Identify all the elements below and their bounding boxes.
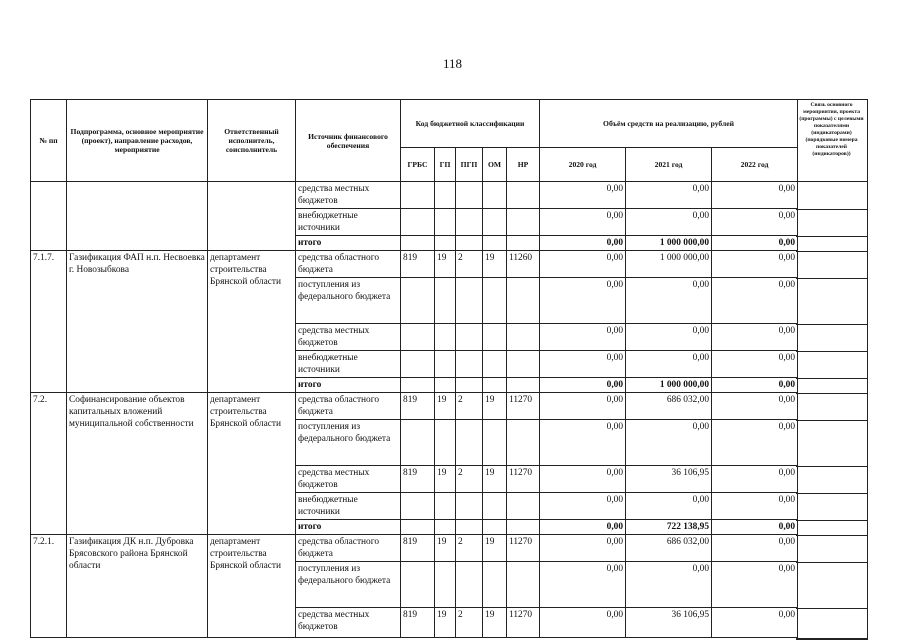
- funding-source: средства местных бюджетов: [296, 182, 401, 209]
- funding-source: поступления из федерального бюджета: [296, 420, 401, 466]
- code-gp: [435, 520, 456, 535]
- executor: департамент строительства Брянской области: [208, 535, 296, 638]
- funding-source: итого: [296, 378, 401, 393]
- code-om: [483, 378, 507, 393]
- code-om: [483, 520, 507, 535]
- code-gp: [435, 493, 456, 520]
- header-2021: 2021 год: [626, 148, 712, 182]
- value-2022: 0,00: [712, 393, 798, 420]
- funding-source: поступления из федерального бюджета: [296, 278, 401, 324]
- value-2021: 0,00: [626, 351, 712, 378]
- table-row: [31, 393, 798, 420]
- row-number: 7.2.1.: [31, 535, 67, 638]
- funding-source: средства областного бюджета: [296, 535, 401, 562]
- code-pgp: 2: [456, 535, 483, 562]
- value-2020: 0,00: [540, 393, 626, 420]
- program-name: Софинансирование объектов капитальных вложений муниципальной собственности: [67, 393, 208, 535]
- value-2021: 0,00: [626, 278, 712, 324]
- table-row: [31, 182, 798, 209]
- header-gp: ГП: [435, 148, 456, 182]
- code-nr: [507, 562, 540, 608]
- value-2021: 1 000 000,00: [626, 236, 712, 251]
- header-budget-code: Код бюджетной классификации: [401, 100, 540, 148]
- code-grbs: [401, 378, 435, 393]
- code-pgp: 2: [456, 393, 483, 420]
- value-2022: 0,00: [712, 378, 798, 393]
- code-om: [483, 562, 507, 608]
- row-number: 7.2.: [31, 393, 67, 535]
- value-2020: 0,00: [540, 466, 626, 493]
- value-2022: 0,00: [712, 236, 798, 251]
- executor: [208, 182, 296, 251]
- code-om: 19: [483, 393, 507, 420]
- code-om: 19: [483, 251, 507, 278]
- funding-source: средства областного бюджета: [296, 393, 401, 420]
- program-name: Газификация ДК н.п. Дубровка Брясовского района Брянской области: [67, 535, 208, 638]
- code-nr: 11270: [507, 393, 540, 420]
- code-gp: [435, 182, 456, 209]
- value-2021: 1 000 000,00: [626, 378, 712, 393]
- budget-table: [30, 99, 798, 638]
- code-nr: [507, 182, 540, 209]
- code-grbs: 819: [401, 535, 435, 562]
- code-grbs: 819: [401, 466, 435, 493]
- value-2021: 722 138,95: [626, 520, 712, 535]
- header-2020: 2020 год: [540, 148, 626, 182]
- value-2022: 0,00: [712, 209, 798, 236]
- value-2020: 0,00: [540, 236, 626, 251]
- funding-source: итого: [296, 520, 401, 535]
- value-2021: 36 106,95: [626, 608, 712, 638]
- relation-row-divider: [796, 608, 867, 609]
- funding-source: внебюджетные источники: [296, 493, 401, 520]
- code-gp: 19: [435, 608, 456, 638]
- code-nr: [507, 324, 540, 351]
- code-gp: 19: [435, 393, 456, 420]
- code-gp: [435, 378, 456, 393]
- value-2020: 0,00: [540, 520, 626, 535]
- value-2022: 0,00: [712, 420, 798, 466]
- relation-row-divider: [796, 209, 867, 210]
- code-nr: 11270: [507, 535, 540, 562]
- program-name: [67, 182, 208, 251]
- code-om: [483, 209, 507, 236]
- funding-source: средства местных бюджетов: [296, 324, 401, 351]
- code-pgp: [456, 378, 483, 393]
- code-grbs: [401, 236, 435, 251]
- code-pgp: 2: [456, 466, 483, 493]
- value-2020: 0,00: [540, 209, 626, 236]
- relation-row-divider: [796, 466, 867, 467]
- code-pgp: [456, 278, 483, 324]
- code-nr: [507, 378, 540, 393]
- value-2021: 0,00: [626, 324, 712, 351]
- funding-source: внебюджетные источники: [296, 209, 401, 236]
- value-2022: 0,00: [712, 520, 798, 535]
- value-2020: 0,00: [540, 420, 626, 466]
- table-row: [31, 251, 798, 278]
- header-executor: Ответственный исполнитель, соисполнитель: [208, 100, 296, 182]
- relation-row-divider: [796, 493, 867, 494]
- code-grbs: [401, 420, 435, 466]
- funding-source: итого: [296, 236, 401, 251]
- code-nr: 11270: [507, 608, 540, 638]
- code-pgp: 2: [456, 251, 483, 278]
- row-number: 7.1.7.: [31, 251, 67, 393]
- funding-source: средства местных бюджетов: [296, 466, 401, 493]
- value-2022: 0,00: [712, 251, 798, 278]
- funding-source: внебюджетные источники: [296, 351, 401, 378]
- value-2022: 0,00: [712, 535, 798, 562]
- value-2020: 0,00: [540, 351, 626, 378]
- code-nr: [507, 278, 540, 324]
- program-name: Газификация ФАП н.п. Несвоевка г. Новозыбкова: [67, 251, 208, 393]
- code-gp: [435, 209, 456, 236]
- value-2020: 0,00: [540, 324, 626, 351]
- code-gp: [435, 278, 456, 324]
- code-grbs: [401, 562, 435, 608]
- code-om: 19: [483, 535, 507, 562]
- relation-row-divider: [796, 236, 867, 237]
- value-2022: 0,00: [712, 493, 798, 520]
- value-2022: 0,00: [712, 562, 798, 608]
- funding-source: средства областного бюджета: [296, 251, 401, 278]
- value-2021: 0,00: [626, 182, 712, 209]
- code-pgp: [456, 209, 483, 236]
- code-pgp: [456, 182, 483, 209]
- code-pgp: [456, 520, 483, 535]
- relation-row-divider: [796, 378, 867, 379]
- code-gp: 19: [435, 251, 456, 278]
- value-2020: 0,00: [540, 182, 626, 209]
- code-grbs: 819: [401, 608, 435, 638]
- header-nr: НР: [507, 148, 540, 182]
- value-2020: 0,00: [540, 535, 626, 562]
- code-nr: [507, 493, 540, 520]
- code-grbs: [401, 278, 435, 324]
- table-row: [31, 535, 798, 562]
- value-2022: 0,00: [712, 466, 798, 493]
- header-om: ОМ: [483, 148, 507, 182]
- header-grbs: ГРБС: [401, 148, 435, 182]
- table-body: [31, 182, 798, 638]
- relation-row-divider: [796, 324, 867, 325]
- value-2021: 0,00: [626, 562, 712, 608]
- executor: департамент строительства Брянской области: [208, 393, 296, 535]
- value-2020: 0,00: [540, 378, 626, 393]
- code-gp: 19: [435, 466, 456, 493]
- code-pgp: 2: [456, 608, 483, 638]
- relation-row-divider: [796, 393, 867, 394]
- value-2020: 0,00: [540, 278, 626, 324]
- header-source: Источник финансового обеспечения: [296, 100, 401, 182]
- code-grbs: [401, 520, 435, 535]
- code-nr: [507, 351, 540, 378]
- code-gp: [435, 324, 456, 351]
- value-2021: 0,00: [626, 209, 712, 236]
- value-2022: 0,00: [712, 324, 798, 351]
- code-grbs: [401, 351, 435, 378]
- relation-row-divider: [796, 278, 867, 279]
- header-pgp: ПГП: [456, 148, 483, 182]
- relation-row-divider: [796, 251, 867, 252]
- code-nr: [507, 209, 540, 236]
- header-program: Подпрограмма, основное мероприятие (проект), направление расходов, мероприятие: [67, 100, 208, 182]
- header-volume: Объём средств на реализацию, рублей: [540, 100, 798, 148]
- relation-row-divider: [796, 638, 867, 639]
- code-grbs: [401, 324, 435, 351]
- value-2022: 0,00: [712, 182, 798, 209]
- relation-row-divider: [796, 535, 867, 536]
- code-gp: [435, 562, 456, 608]
- relation-row-divider: [796, 520, 867, 521]
- code-om: [483, 278, 507, 324]
- code-grbs: [401, 493, 435, 520]
- value-2021: 1 000 000,00: [626, 251, 712, 278]
- value-2021: 0,00: [626, 420, 712, 466]
- code-nr: [507, 236, 540, 251]
- relation-row-divider: [796, 420, 867, 421]
- code-nr: [507, 520, 540, 535]
- relation-column: [796, 99, 868, 640]
- header-relation: Связь основного мероприятия, проекта (программы) с целевыми показателями (индикаторами) (порядковые номера показателей (индикаторов)): [796, 100, 867, 182]
- code-om: [483, 236, 507, 251]
- code-pgp: [456, 420, 483, 466]
- value-2021: 36 106,95: [626, 466, 712, 493]
- code-om: [483, 351, 507, 378]
- code-grbs: 819: [401, 251, 435, 278]
- code-gp: [435, 420, 456, 466]
- value-2020: 0,00: [540, 608, 626, 638]
- code-grbs: [401, 182, 435, 209]
- row-number: [31, 182, 67, 251]
- code-pgp: [456, 562, 483, 608]
- value-2022: 0,00: [712, 351, 798, 378]
- code-nr: 11260: [507, 251, 540, 278]
- header-num: № пп: [31, 100, 67, 182]
- executor: департамент строительства Брянской области: [208, 251, 296, 393]
- code-om: 19: [483, 466, 507, 493]
- code-gp: [435, 351, 456, 378]
- value-2021: 0,00: [626, 493, 712, 520]
- code-pgp: [456, 351, 483, 378]
- funding-source: средства местных бюджетов: [296, 608, 401, 638]
- code-gp: 19: [435, 535, 456, 562]
- code-om: [483, 324, 507, 351]
- value-2020: 0,00: [540, 251, 626, 278]
- value-2020: 0,00: [540, 562, 626, 608]
- code-grbs: [401, 209, 435, 236]
- funding-source: поступления из федерального бюджета: [296, 562, 401, 608]
- page-number: 118: [442, 56, 463, 71]
- code-grbs: 819: [401, 393, 435, 420]
- code-gp: [435, 236, 456, 251]
- value-2021: 686 032,00: [626, 393, 712, 420]
- value-2022: 0,00: [712, 278, 798, 324]
- code-om: 19: [483, 608, 507, 638]
- code-om: [483, 493, 507, 520]
- value-2021: 686 032,00: [626, 535, 712, 562]
- relation-row-divider: [796, 351, 867, 352]
- header-2022: 2022 год: [712, 148, 798, 182]
- code-nr: [507, 420, 540, 466]
- code-pgp: [456, 236, 483, 251]
- code-pgp: [456, 493, 483, 520]
- value-2020: 0,00: [540, 493, 626, 520]
- code-om: [483, 182, 507, 209]
- relation-row-divider: [796, 562, 867, 563]
- code-om: [483, 420, 507, 466]
- code-nr: 11270: [507, 466, 540, 493]
- code-pgp: [456, 324, 483, 351]
- value-2022: 0,00: [712, 608, 798, 638]
